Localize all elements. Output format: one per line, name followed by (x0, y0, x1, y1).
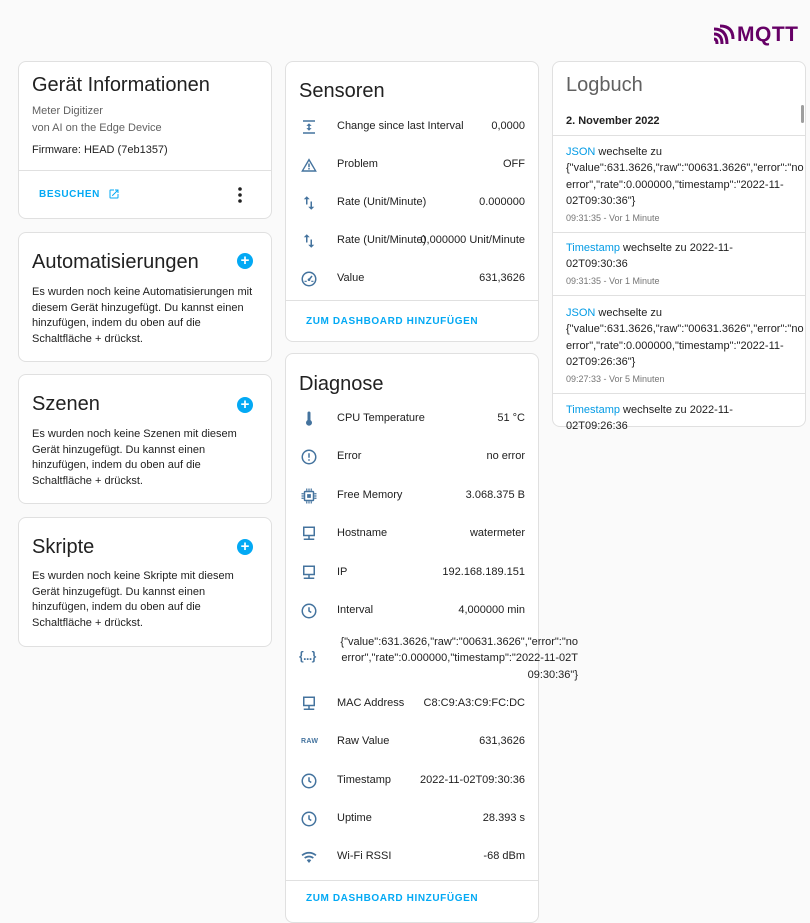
add-to-dashboard-button[interactable]: ZUM DASHBOARD HINZUFÜGEN (306, 316, 479, 327)
log-entity-link[interactable]: JSON (566, 146, 596, 158)
sensor-name: Change since last Interval (337, 120, 464, 132)
sensor-name: Rate (Unit/Minute) (337, 196, 427, 208)
diagnostics-title: Diagnose (299, 373, 384, 395)
divider (553, 135, 805, 136)
log-time: 09:27:33 - Vor 5 Minuten (566, 373, 665, 384)
sensor-name: Value (337, 272, 365, 284)
visit-button-label: BESUCHEN (39, 188, 100, 200)
log-message: wechselte zu 2022-11-02T09:30:36 (566, 242, 733, 271)
log-entity-link[interactable]: Timestamp (566, 242, 620, 254)
divider (553, 295, 805, 296)
sensor-row[interactable] (286, 260, 538, 298)
thermometer-icon (300, 410, 318, 428)
diagnostic-value: no error (486, 450, 525, 462)
diagnostic-row[interactable] (286, 515, 538, 553)
add-scene-button[interactable]: + (237, 397, 253, 413)
diagnostic-name: Interval (337, 604, 374, 616)
log-entity-link[interactable]: Timestamp (566, 404, 620, 416)
chip-icon (300, 487, 318, 505)
divider (286, 880, 538, 881)
mqtt-signal-icon (713, 25, 735, 45)
diagnostic-value: 4,000000 min (458, 604, 525, 616)
add-to-dashboard-button[interactable]: ZUM DASHBOARD HINZUFÜGEN (306, 893, 479, 904)
diagnostic-name: Error (337, 450, 362, 462)
log-time: 09:31:35 - Vor 1 Minute (566, 212, 660, 223)
log-entry (566, 402, 791, 435)
scenes-empty-text: Es wurden noch keine Szenen mit diesem Gerät hinzugefügt. Du kannst einen hinzufügen, indem du oben auf die Schaltfläche + drückst. (32, 428, 237, 487)
sensors-title: Sensoren (299, 80, 385, 102)
sensor-value: OFF (503, 158, 525, 170)
divider (553, 232, 805, 233)
device-info-title: Gerät Informationen (32, 74, 210, 96)
automations-title: Automatisierungen (32, 251, 199, 273)
add-automation-button[interactable]: + (237, 253, 253, 269)
diagnostic-row[interactable] (286, 438, 538, 476)
diagnostics-card (285, 353, 578, 923)
log-time: 09:31:35 - Vor 1 Minute (566, 275, 660, 286)
log-entry (566, 305, 804, 386)
diagnostic-value: 192.168.189.151 (442, 566, 525, 578)
diagnostic-row[interactable] (286, 477, 538, 515)
diagnostic-name: Raw Value (337, 735, 390, 747)
mqtt-logo-text: MQTT (737, 23, 799, 46)
sensor-name: Rate (Unit/Minute) (337, 234, 427, 246)
diagnostic-row[interactable] (286, 400, 538, 438)
diagnostic-value: {"value":631.3626,"raw":"00631.3626","error":"no error","rate":0.000000,"timestamp":"2022-11-02T09:30:36"} (340, 636, 578, 681)
sensor-row[interactable] (286, 222, 538, 260)
logbook-scrollbar[interactable] (801, 105, 804, 123)
diagnostic-value: 3.068.375 B (465, 489, 525, 501)
log-message: wechselte zu {"value":631.3626,"raw":"00631.3626","error":"no error","rate":0.000000,"timestamp":"2022-11-02T09:30:36"} (566, 146, 804, 208)
swap-vertical-icon (300, 194, 318, 212)
diagnostic-value: -68 dBm (483, 850, 525, 862)
diagnostic-row-json[interactable] (286, 632, 578, 684)
wifi-icon (300, 848, 318, 866)
device-info-card (18, 61, 272, 219)
log-entry (566, 240, 791, 288)
diagnostic-value: 28.393 s (482, 812, 525, 824)
sensor-row[interactable] (286, 146, 538, 184)
diagnostic-name: Timestamp (337, 774, 391, 786)
raw-icon: RAW (301, 738, 319, 745)
logbook-card (552, 61, 806, 433)
divider (19, 170, 271, 171)
scripts-card (18, 517, 272, 647)
log-message: wechselte zu {"value":631.3626,"raw":"00631.3626","error":"no error","rate":0.000000,"timestamp":"2022-11-02T09:26:36"} (566, 307, 804, 369)
monitor-icon (300, 695, 318, 713)
diagnostic-value: watermeter (469, 527, 525, 539)
logbook-title: Logbuch (566, 74, 643, 96)
diagnostic-name: Wi-Fi RSSI (337, 850, 392, 862)
clock-icon (300, 810, 318, 828)
sensors-card (285, 61, 539, 342)
more-options-icon[interactable] (233, 186, 247, 204)
code-json-icon: {...} (299, 649, 316, 663)
sensor-name: Problem (337, 158, 378, 170)
diagnostic-name: Free Memory (337, 489, 403, 501)
sensor-row[interactable] (286, 184, 538, 222)
diagnostic-row[interactable] (286, 554, 538, 592)
monitor-icon (300, 564, 318, 582)
device-firmware: Firmware: HEAD (7eb1357) (32, 144, 168, 156)
scenes-title: Szenen (32, 393, 100, 415)
divider (286, 300, 538, 301)
diagnostic-row[interactable] (286, 723, 538, 761)
sensor-value: 0,000000 Unit/Minute (420, 234, 525, 246)
scripts-title: Skripte (32, 536, 95, 558)
add-script-button[interactable]: + (237, 539, 253, 555)
divider (553, 393, 805, 394)
open-in-new-icon (108, 188, 120, 200)
monitor-icon (300, 525, 318, 543)
diagnostic-row[interactable] (286, 800, 538, 838)
sensor-value: 631,3626 (479, 272, 525, 284)
diagnostic-row[interactable] (286, 838, 538, 876)
device-manufacturer: von AI on the Edge Device (32, 122, 162, 134)
diagnostic-name: CPU Temperature (337, 412, 425, 424)
diagnostic-value: 51 °C (497, 412, 525, 424)
diagnostic-value: 2022-11-02T09:30:36 (420, 774, 525, 786)
gauge-icon (300, 270, 318, 288)
sensor-row[interactable] (286, 108, 538, 146)
diagnostic-name: IP (337, 566, 348, 578)
visit-button[interactable] (39, 188, 120, 200)
clock-icon (300, 602, 318, 620)
diagnostic-name: Uptime (337, 812, 372, 824)
diagnostic-value: 631,3626 (479, 735, 525, 747)
clock-icon (300, 772, 318, 790)
diagnostic-row[interactable] (286, 592, 538, 630)
device-model: Meter Digitizer (32, 105, 103, 117)
diagnostic-name: Hostname (337, 527, 388, 539)
automations-card (18, 232, 272, 362)
swap-vertical-icon (300, 232, 318, 250)
diagnostic-value: C8:C9:A3:C9:FC:DC (423, 697, 525, 709)
scripts-empty-text: Es wurden noch keine Skripte mit diesem Gerät hinzugefügt. Du kannst einen hinzufügen, indem du oben auf die Schaltfläche + drückst. (32, 570, 234, 629)
sensor-value: 0,0000 (491, 120, 525, 132)
log-entity-link[interactable]: JSON (566, 307, 596, 319)
diagnostic-row[interactable] (286, 685, 538, 723)
arrow-expand-vertical-icon (300, 118, 318, 136)
scenes-card (18, 374, 272, 504)
automations-empty-text: Es wurden noch keine Automatisierungen mit diesem Gerät hinzugefügt. Du kannst einen hinzufügen, indem du oben auf die Schaltfläche + drückst. (32, 286, 253, 345)
logbook-date: 2. November 2022 (566, 115, 660, 127)
log-entry (566, 144, 804, 225)
diagnostic-row[interactable] (286, 762, 538, 800)
log-message: wechselte zu 2022-11-02T09:26:36 (566, 404, 733, 433)
diagnostic-name: MAC Address (337, 697, 405, 709)
sensor-value: 0.000000 (479, 196, 525, 208)
alert-circle-icon (300, 448, 318, 466)
alert-triangle-icon (300, 156, 318, 174)
mqtt-logo (713, 24, 798, 46)
